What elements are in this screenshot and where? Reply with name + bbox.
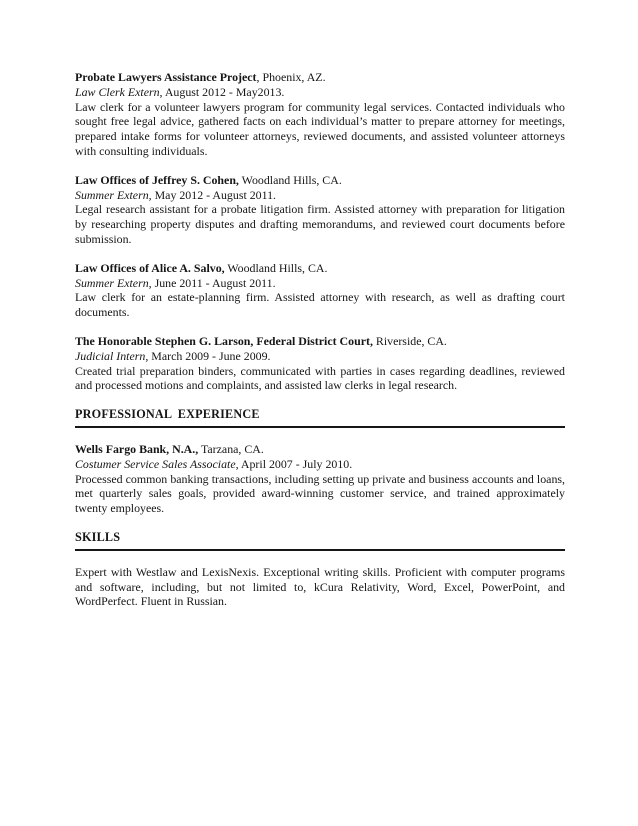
experience-entry-jeffrey-cohen bbox=[75, 173, 565, 247]
organization-name: Law Offices of Alice A. Salvo, bbox=[75, 260, 225, 275]
organization-name: Wells Fargo Bank, N.A., bbox=[75, 441, 199, 456]
organization-location: Woodland Hills, CA. bbox=[238, 172, 342, 187]
organization-location: , Phoenix, AZ. bbox=[256, 70, 326, 84]
organization-name: The Honorable Stephen G. Larson, Federal District Court, bbox=[75, 333, 373, 348]
entry-description: Law clerk for an estate-planning firm. Assisted attorney with research, as well as drafting court documents. bbox=[75, 290, 565, 320]
role-dates: May 2012 - August 2011. bbox=[151, 187, 277, 202]
experience-entry-wells-fargo bbox=[75, 442, 565, 516]
role-dates: April 2007 - July 2010. bbox=[238, 456, 353, 471]
entry-header bbox=[75, 334, 565, 349]
entry-header bbox=[75, 173, 565, 188]
experience-entry-alice-salvo bbox=[75, 261, 565, 320]
entry-description: Created trial preparation binders, communicated with parties in cases regarding deadlines, reviewed and processed motions and complaints, and assisted law clerks in legal research. bbox=[75, 363, 565, 393]
resume-content bbox=[75, 70, 565, 609]
entry-subheader bbox=[75, 276, 565, 291]
organization-location: Riverside, CA. bbox=[372, 333, 447, 348]
organization-location: Tarzana, CA. bbox=[198, 441, 264, 456]
entry-subheader bbox=[75, 349, 565, 364]
role-title: Law Clerk Extern, bbox=[75, 84, 163, 99]
role-title: Costumer Service Sales Associate, bbox=[75, 456, 239, 471]
entry-header bbox=[75, 70, 565, 85]
entry-description: Processed common banking transactions, including setting up private and business accounts and loans, met quarterly sales goals, provided award-winning customer service, and trained approximately twenty employees. bbox=[75, 471, 565, 516]
role-dates: August 2012 - May2013. bbox=[162, 84, 285, 99]
experience-entry-stephen-larson bbox=[75, 334, 565, 393]
role-dates: June 2011 - August 2011. bbox=[151, 275, 276, 290]
entry-subheader bbox=[75, 85, 565, 100]
entry-subheader bbox=[75, 457, 565, 472]
section-heading-professional-experience: PROFESSIONAL EXPERIENCE bbox=[75, 407, 565, 428]
entry-description: Law clerk for a volunteer lawyers program for community legal services. Contacted individuals who sought free legal advice, gathered facts on each individual’s matter to prepare attorney for meetings, prepared intake forms for volunteer attorneys, reviewed documents, and assisted volunteer attorneys with consulting individuals. bbox=[75, 99, 565, 158]
role-title: Summer Extern, bbox=[75, 275, 152, 290]
entry-header bbox=[75, 261, 565, 276]
entry-description: Legal research assistant for a probate litigation firm. Assisted attorney with preparation for litigation by researching property disputes and drafting memorandums, and reviewed court documents before submission. bbox=[75, 202, 565, 246]
role-title: Judicial Intern, bbox=[75, 348, 149, 363]
organization-name: Law Offices of Jeffrey S. Cohen, bbox=[75, 172, 239, 187]
organization-name: Probate Lawyers Assistance Project bbox=[75, 70, 257, 84]
skills-paragraph: Expert with Westlaw and LexisNexis. Exceptional writing skills. Proficient with computer programs and software, including, but not limited to, kCura Relativity, Word, Excel, PowerPoint, and WordPerfect. Fluent in Russian. bbox=[75, 564, 565, 609]
section-heading-skills: SKILLS bbox=[75, 530, 565, 551]
entry-subheader bbox=[75, 188, 565, 203]
role-title: Summer Extern, bbox=[75, 187, 152, 202]
role-dates: March 2009 - June 2009. bbox=[148, 348, 271, 363]
entry-header bbox=[75, 442, 565, 457]
organization-location: Woodland Hills, CA. bbox=[224, 260, 328, 275]
experience-entry-probate-lawyers bbox=[75, 70, 565, 159]
